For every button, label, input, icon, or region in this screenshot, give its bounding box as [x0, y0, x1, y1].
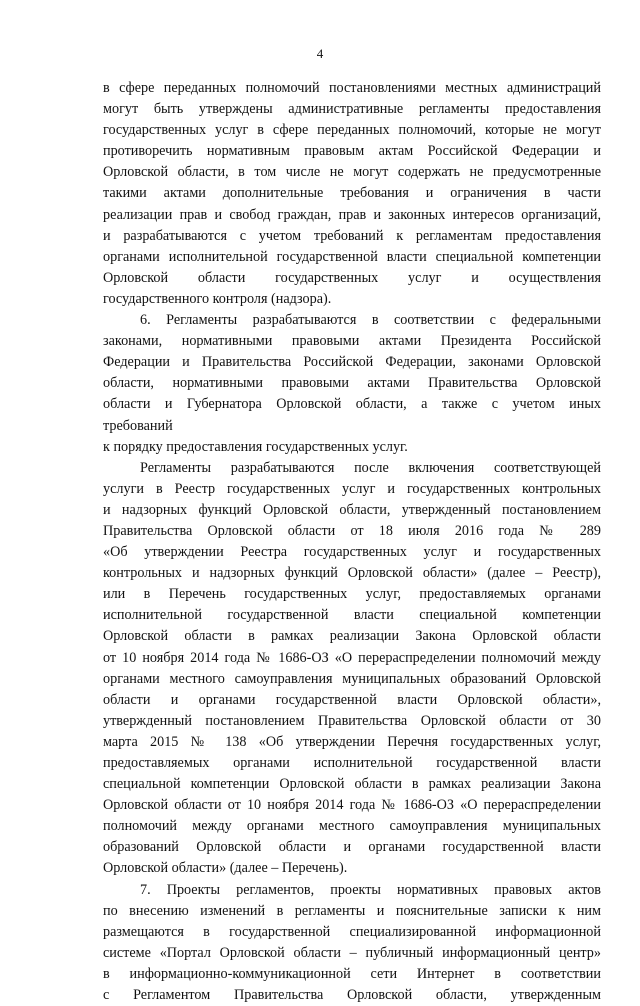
text-line: к порядку предоставления государственных услуг. — [103, 438, 408, 455]
text-line: Федерации и Правительства Российской Федерации, законами Орловской — [103, 354, 601, 371]
text-line: и разрабатываются с учетом требований к регламентам предоставления — [103, 227, 601, 244]
text-line: 6. Регламенты разрабатываются в соответствии с федеральными — [140, 312, 601, 329]
text-line: полномочий между органами местного самоуправления муниципальных — [103, 818, 601, 835]
text-line: Орловской области в рамках реализации Закона Орловской области — [103, 628, 601, 645]
text-line: государственных услуг в сфере переданных полномочий, которые не могут — [103, 122, 601, 139]
text-line: Регламенты разрабатываются после включения соответствующей — [140, 459, 601, 476]
text-line: от 10 ноября 2014 года № 1686-ОЗ «О перераспределении полномочий между — [103, 649, 601, 666]
text-line: контрольных и надзорных функций Орловской области» (далее – Реестр), — [103, 565, 601, 582]
text-line: области, нормативными правовыми актами Правительства Орловской — [103, 375, 601, 392]
text-line: по внесению изменений в регламенты и пояснительные записки к ним — [103, 902, 601, 919]
text-line: предоставляемых органами исполнительной государственной власти — [103, 755, 601, 771]
text-line: марта 2015 № 138 «Об утверждении Перечня государственных услуг, — [103, 733, 601, 750]
text-line: Орловской области» (далее – Перечень). — [103, 860, 348, 877]
text-line: органами исполнительной государственной власти специальной компетенции — [103, 248, 601, 265]
text-line: исполнительной государственной власти специальной компетенции — [103, 607, 601, 624]
text-line: с Регламентом Правительства Орловской области, утвержденным — [103, 987, 601, 1004]
document-body-text — [103, 78, 601, 1006]
text-line: противоречить нормативным правовым актам Российской Федерации и — [103, 143, 601, 160]
text-line: области и Губернатора Орловской области, а также с учетом иных — [103, 396, 601, 413]
text-line: и надзорных функций Орловской области, утвержденный постановлением — [103, 501, 601, 518]
text-line: в информационно-коммуникационной сети Интернет в соответствии — [103, 965, 601, 982]
text-line: законами, нормативными правовыми актами Президента Российской — [103, 333, 601, 350]
text-line: Орловской области от 10 ноября 2014 года № 1686-ОЗ «О перераспределении — [103, 797, 601, 814]
text-line: утвержденный постановлением Правительства Орловской области от 30 — [103, 712, 601, 729]
text-line: Орловской области государственных услуг и осуществления — [103, 269, 601, 286]
text-line: образований Орловской области и органами государственной власти — [103, 839, 601, 856]
text-line: органами местного самоуправления муниципальных образований Орловской — [103, 670, 601, 687]
text-line: специальной компетенции Орловской области в рамках реализации Закона — [103, 776, 601, 793]
text-line: или в Перечень государственных услуг, предоставляемых органами — [103, 586, 601, 603]
text-line: области и органами государственной власти Орловской области», — [103, 691, 601, 708]
text-line: услуги в Реестр государственных услуг и государственных контрольных — [103, 480, 601, 497]
text-line: реализации прав и свобод граждан, прав и законных интересов организаций, — [103, 206, 601, 223]
text-line: государственного контроля (надзора). — [103, 290, 332, 307]
text-line: в сфере переданных полномочий постановлениями местных администраций — [103, 80, 601, 96]
text-line: размещаются в государственной специализированной информационной — [103, 923, 601, 940]
text-line: 7. Проекты регламентов, проекты нормативных правовых актов — [140, 881, 601, 898]
page-number: 4 — [316, 46, 324, 61]
text-line: такими актами дополнительные требования и ограничения в части — [103, 185, 601, 202]
text-line: требований — [103, 417, 173, 434]
text-line: системе «Портал Орловской области – публичный информационный центр» — [103, 944, 601, 961]
text-line: Правительства Орловской области от 18 июля 2016 года № 289 — [103, 522, 601, 539]
text-line: могут быть утверждены административные регламенты предоставления — [103, 101, 601, 118]
text-line: Орловской области, в том числе не могут содержать не предусмотренные — [103, 164, 601, 181]
text-line: «Об утверждении Реестра государственных услуг и государственных — [103, 544, 601, 561]
